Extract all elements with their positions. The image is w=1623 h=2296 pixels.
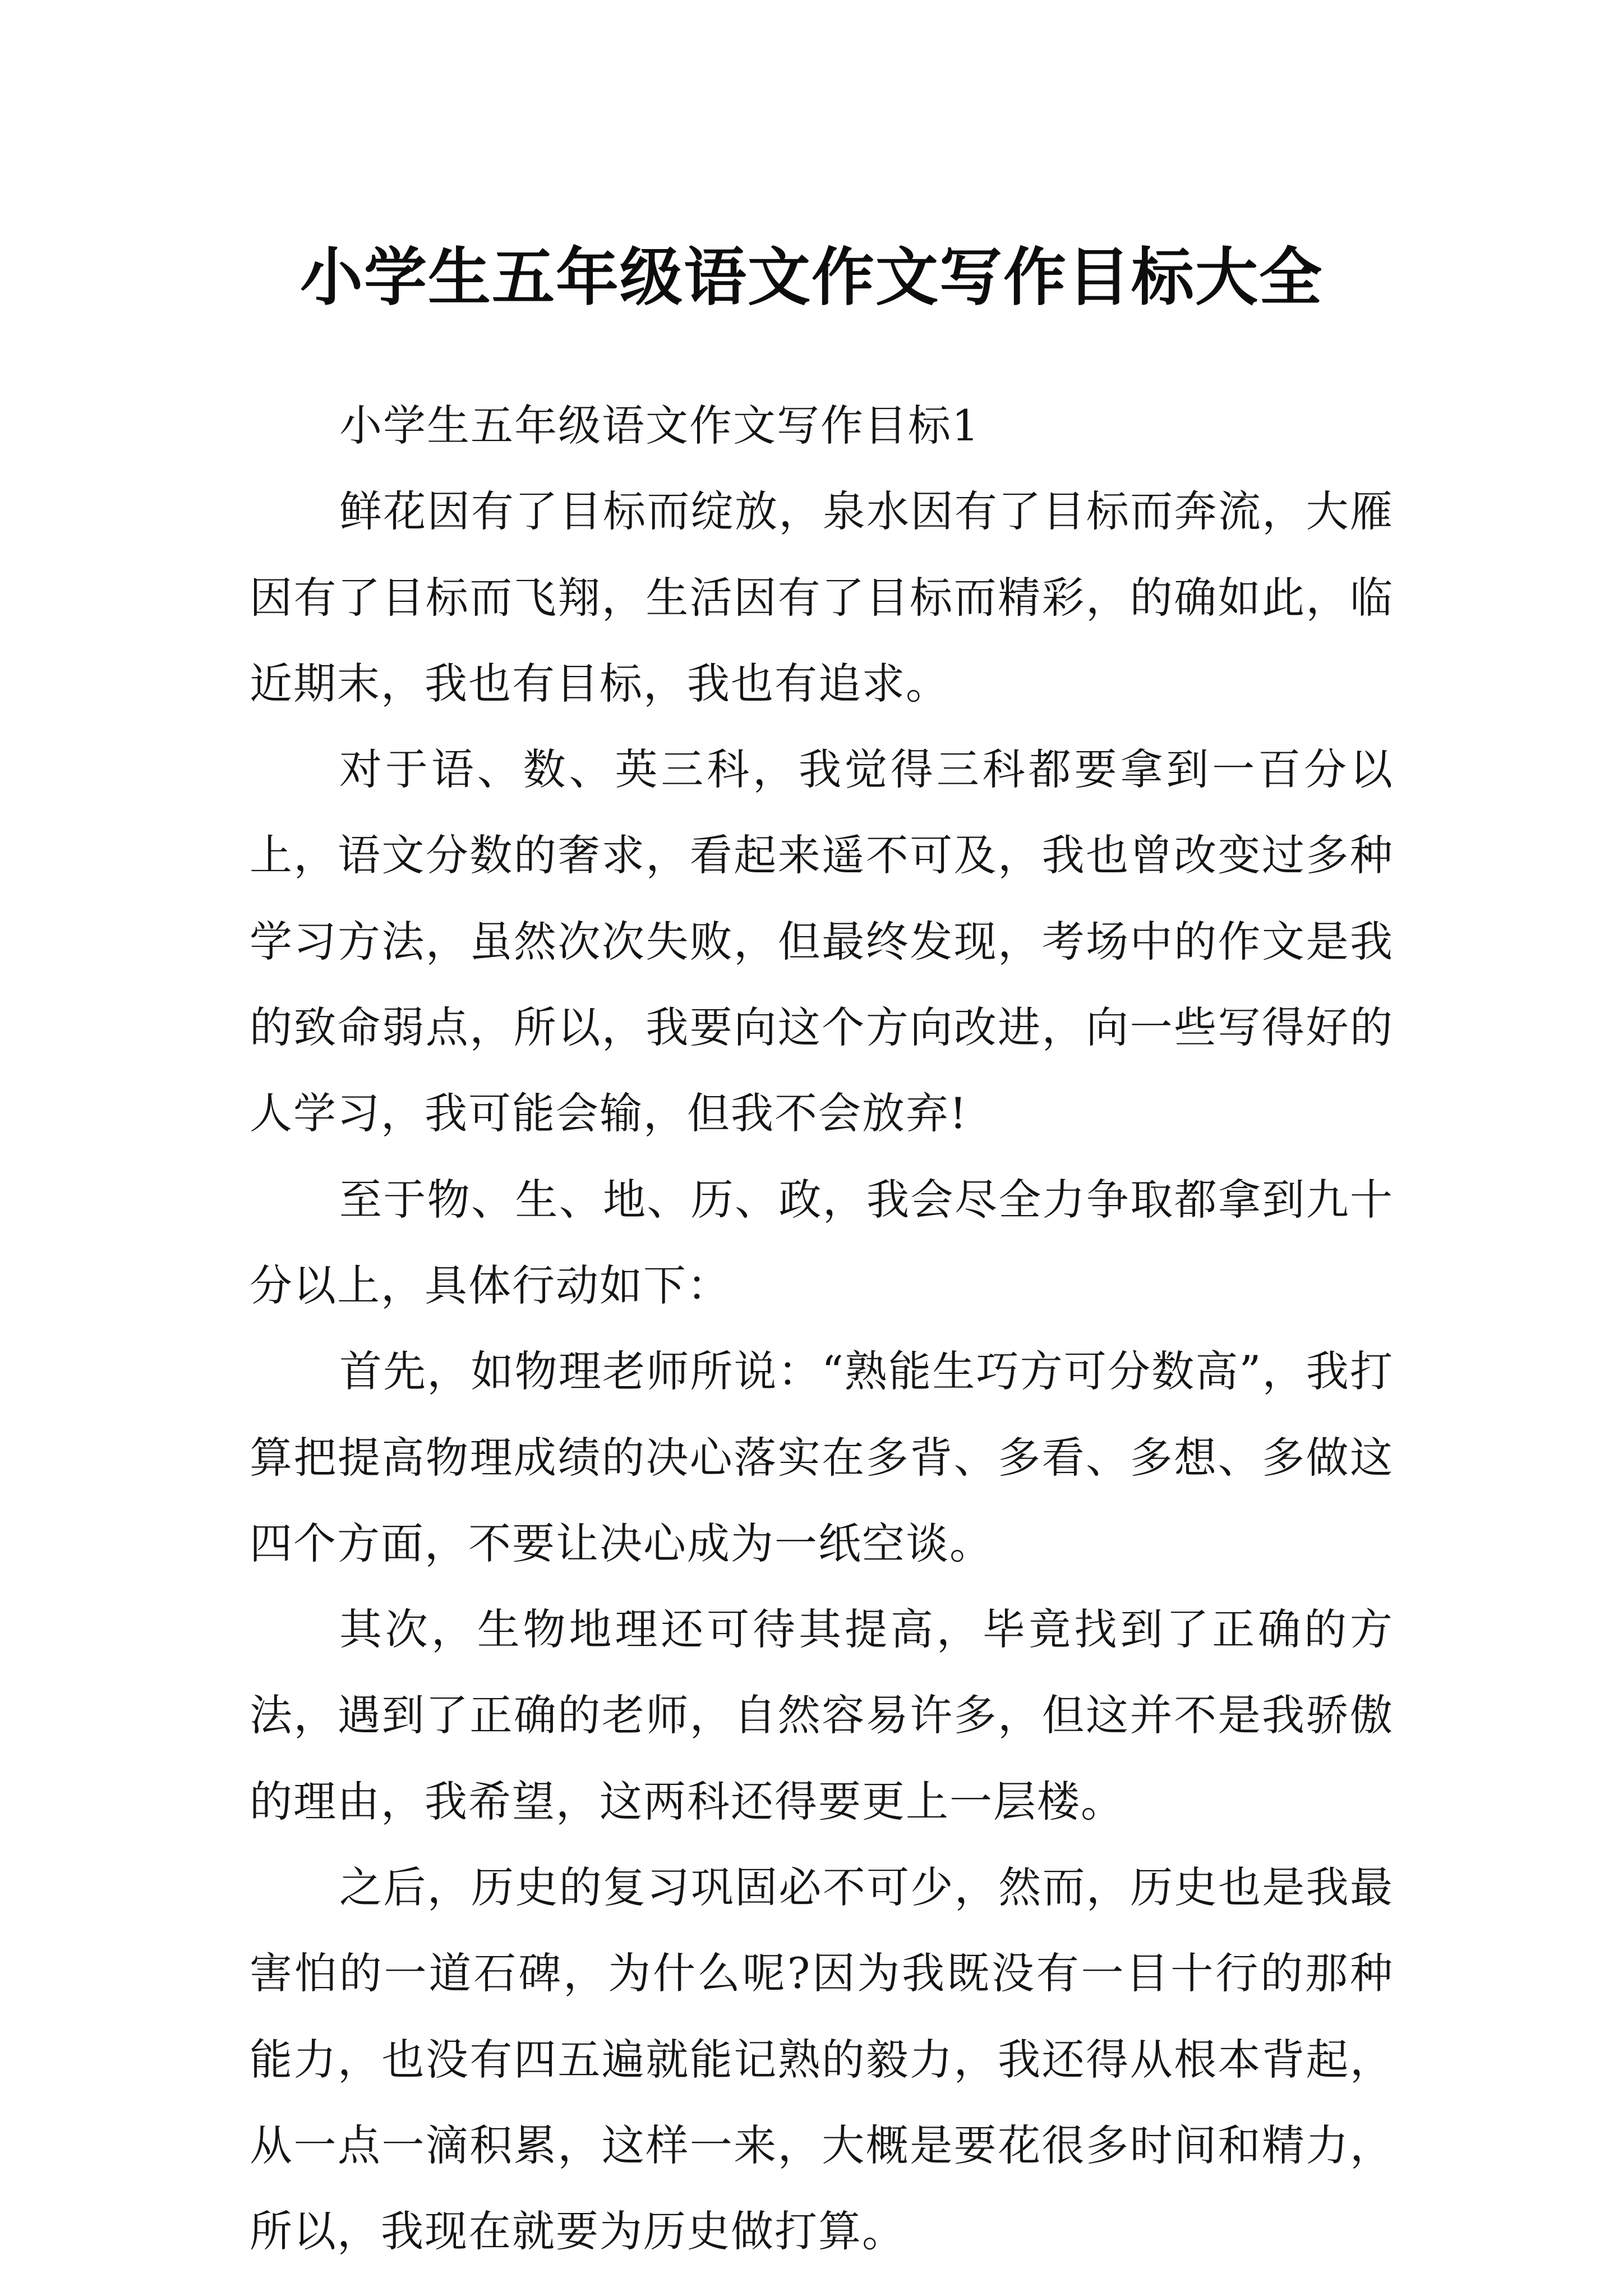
section-heading: 小学生五年级语文作文写作目标1: [339, 401, 980, 450]
paragraph: 鲜花因有了目标而绽放，泉水因有了目标而奔流，大雁因有了目标而飞翔，生活因有了目标而精彩，的确如此，临近期末，我也有目标，我也有追求。: [250, 486, 1394, 708]
paragraph: 其次，生物地理还可待其提高，毕竟找到了正确的方法，遇到了正确的老师，自然容易许多，但这并不是我骄傲的理由，我希望，这两科还得要更上一层楼。: [250, 1604, 1394, 1826]
paragraph: 之后，历史的复习巩固必不可少，然而，历史也是我最害怕的一道石碑，为什么呢?因为我既没有一目十行的那种能力，也没有四五遍就能记熟的毅力，我还得从根本背起，从一点一滴积累，这样一来，大概是要花很多时间和精力，所以，我现在就要为历史做打算。: [250, 1862, 1394, 2257]
document-body: [250, 383, 1394, 2275]
paragraph: 对于语、数、英三科，我觉得三科都要拿到一百分以上，语文分数的奢求，看起来遥不可及，我也曾改变过多种学习方法，虽然次次失败，但最终发现，考场中的作文是我的致命弱点，所以，我要向这个方向改进，向一些写得好的人学习，我可能会输，但我不会放弃!: [250, 744, 1394, 1139]
document-title: 小学生五年级语文作文写作目标大全: [300, 241, 1323, 315]
paragraph: 首先，如物理老师所说：“熟能生巧方可分数高”，我打算把提高物理成绩的决心落实在多背、多看、多想、多做这四个方面，不要让决心成为一纸空谈。: [250, 1346, 1394, 1568]
paragraph: 至于物、生、地、历、政，我会尽全力争取都拿到九十分以上，具体行动如下：: [250, 1174, 1394, 1310]
